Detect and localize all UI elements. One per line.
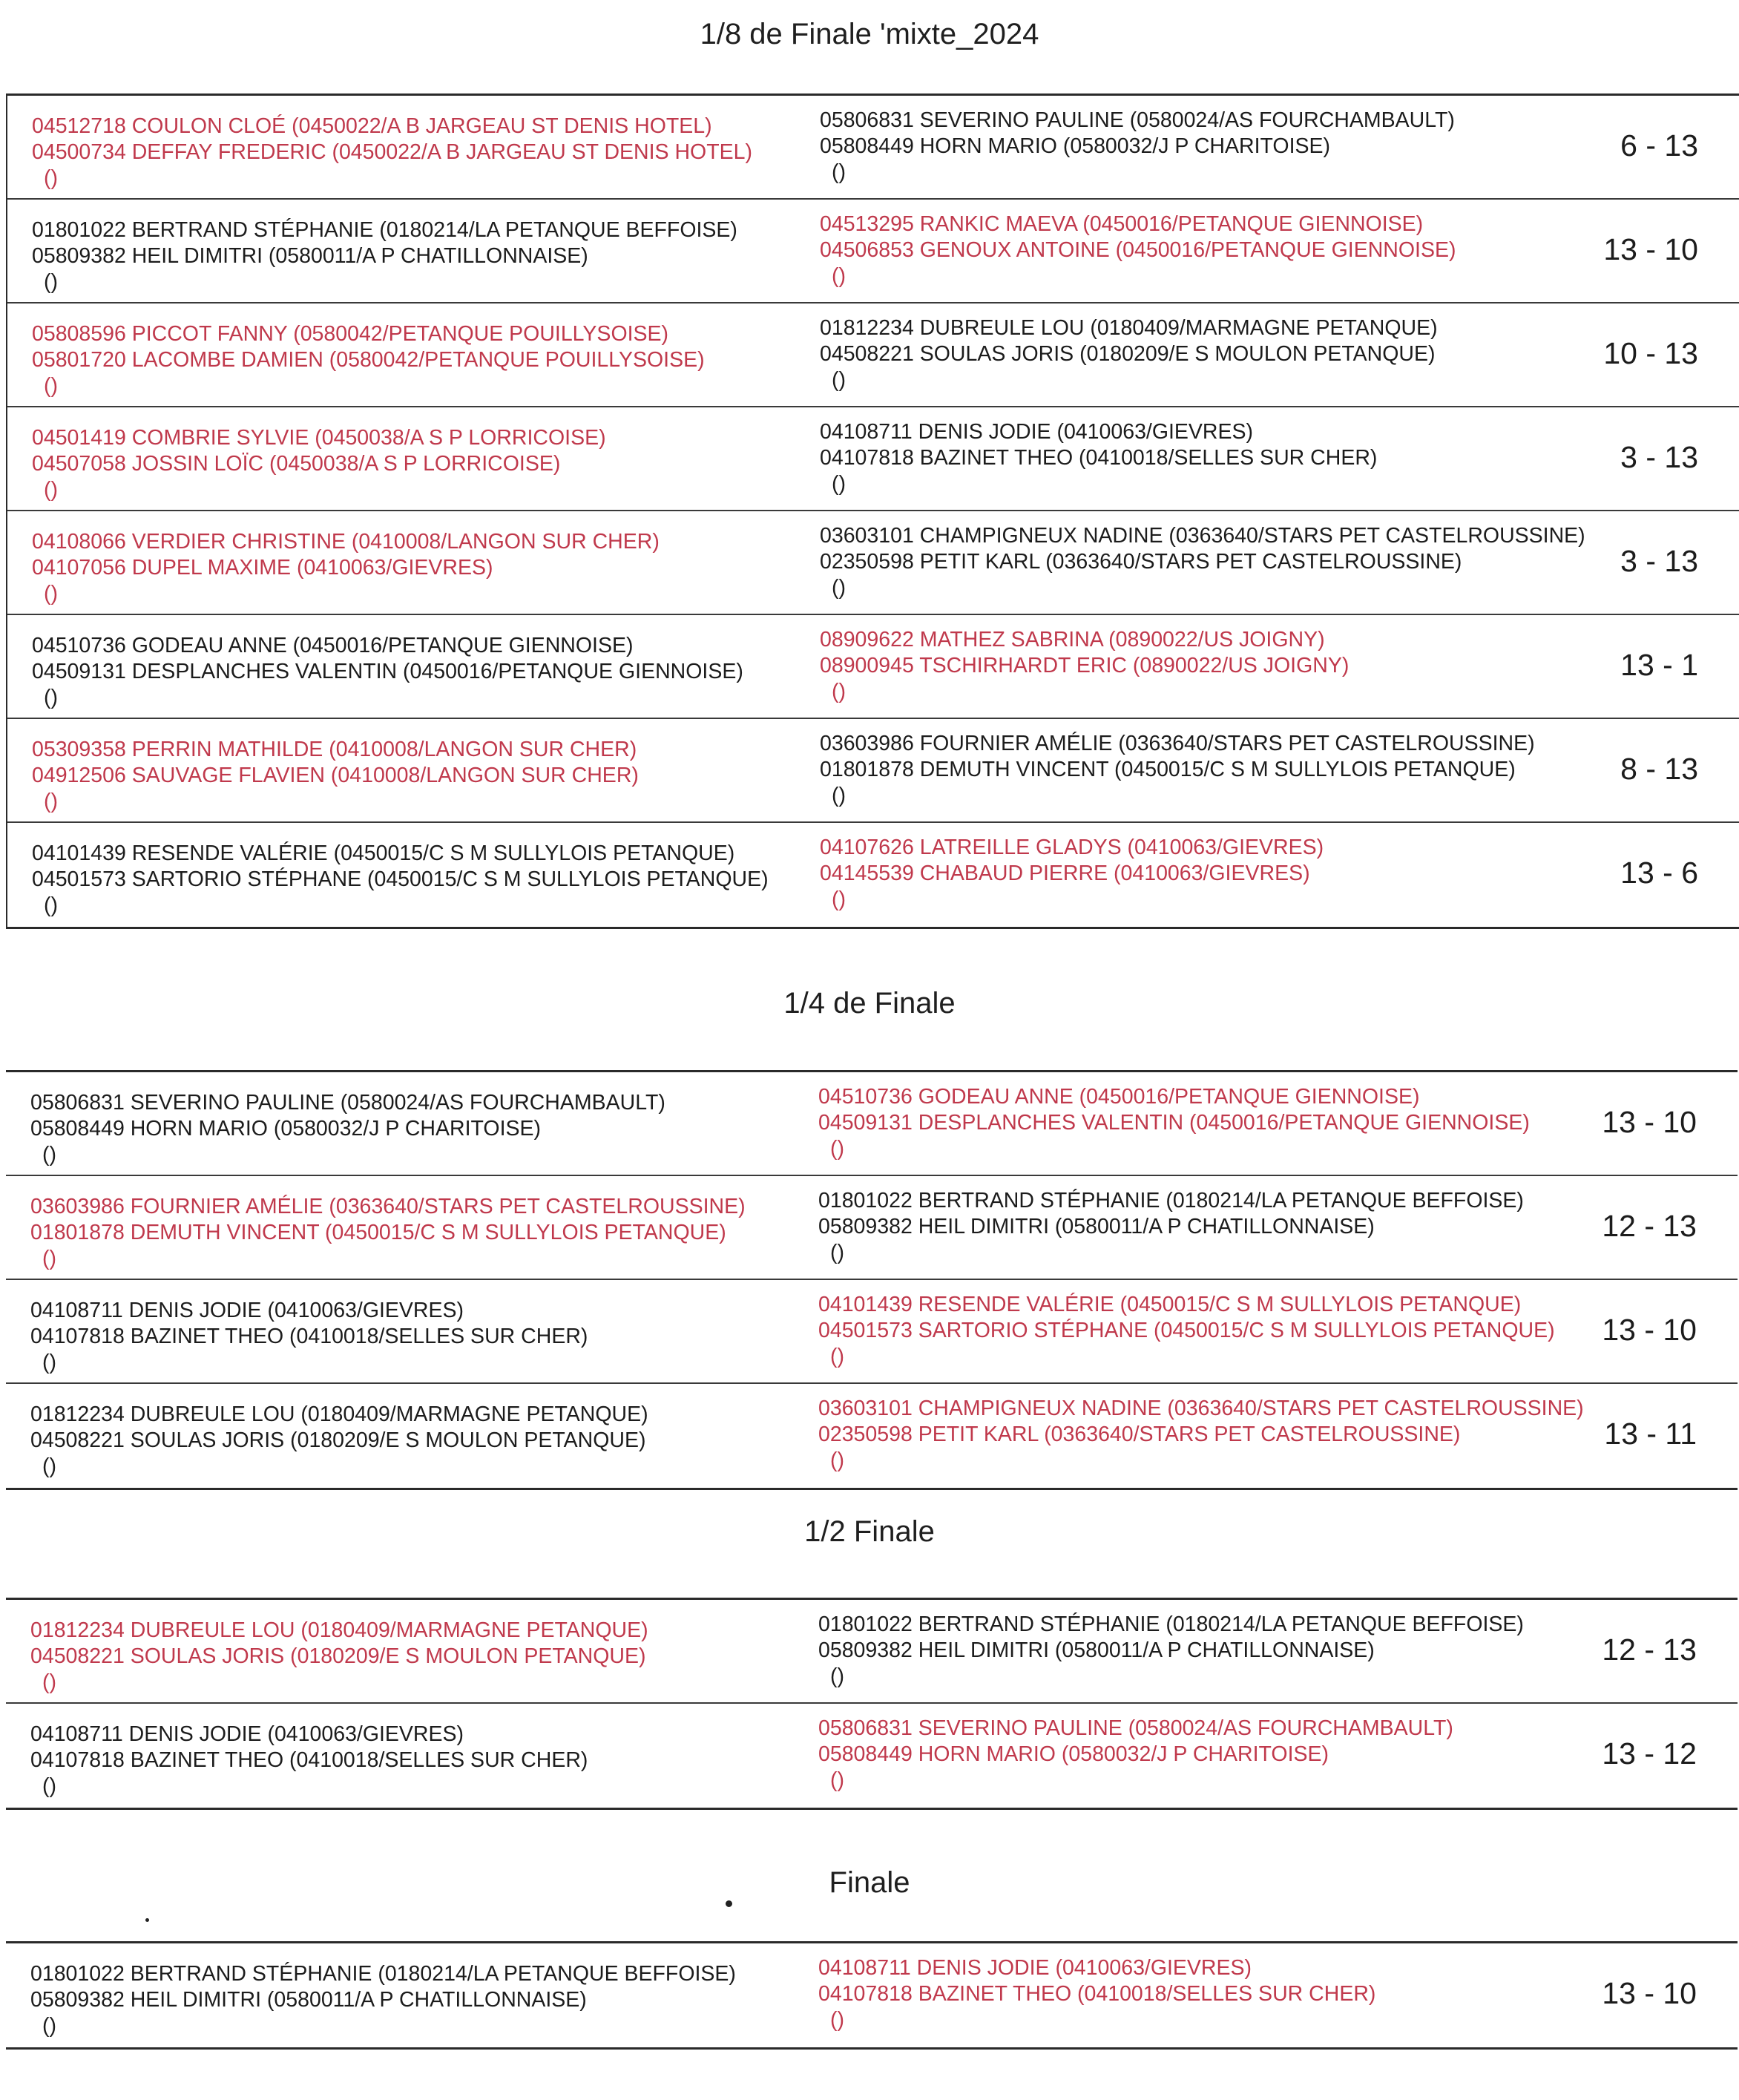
match-row [7,615,1739,719]
player-entry: 04108711 DENIS JODIE (0410063/GIEVRES) [818,1956,1252,1980]
player-entry: 05808449 HORN MARIO (0580032/J P CHARITOISE) [30,1117,541,1141]
player-entry: 04506853 GENOUX ANTOINE (0450016/PETANQUE GIENNOISE) [820,238,1456,262]
player-entry: 04107818 BAZINET THEO (0410018/SELLES SUR CHER) [818,1982,1376,2006]
player-entry: 05809382 HEIL DIMITRI (0580011/A P CHATILLONNAISE) [818,1638,1375,1662]
match-row [6,1280,1738,1384]
player-entry: 05808449 HORN MARIO (0580032/J P CHARITOISE) [818,1742,1329,1766]
round-title-1: 1/8 de Finale 'mixte_2024 [700,18,1039,50]
team-left [32,321,705,399]
player-entry: 04507058 JOSSIN LOÏC (0450038/A S P LORRICOISE) [32,452,561,476]
team-right [820,523,1585,601]
player-entry: 04108066 VERDIER CHRISTINE (0410008/LANGON SUR CHER) [32,530,660,554]
player-entry: 03603101 CHAMPIGNEUX NADINE (0363640/STARS PET CASTELROUSSINE) [818,1397,1584,1420]
player-entry: 08909622 MATHEZ SABRINA (0890022/US JOIGNY) [820,628,1325,652]
player-entry: 02350598 PETIT KARL (0363640/STARS PET CASTELROUSSINE) [818,1423,1461,1446]
player-entry: 04107818 BAZINET THEO (0410018/SELLES SUR CHER) [30,1748,588,1772]
team-right [818,1612,1524,1690]
team-note: () [832,264,846,288]
team-left [30,1298,588,1376]
match-row [7,719,1739,823]
team-left [32,217,737,295]
team-left [32,841,769,919]
team-left [30,1961,736,2039]
round-title-3: 1/2 Finale [804,1515,935,1548]
player-entry: 04508221 SOULAS JORIS (0180209/E S MOULON PETANQUE) [30,1428,646,1452]
round-4-table [6,1941,1738,2050]
player-entry: 03603986 FOURNIER AMÉLIE (0363640/STARS PET CASTELROUSSINE) [30,1195,746,1218]
player-entry: 04912506 SAUVAGE FLAVIEN (0410008/LANGON SUR CHER) [32,764,639,787]
match-row [7,407,1739,511]
match-score: 13 - 6 [1620,856,1698,890]
team-right [820,315,1438,393]
player-entry: 04513295 RANKIC MAEVA (0450016/PETANQUE GIENNOISE) [820,212,1424,236]
team-right [818,1955,1375,2033]
team-note: () [832,472,846,496]
team-note: () [832,160,846,184]
scan-speck [145,1918,149,1922]
player-entry: 04510736 GODEAU ANNE (0450016/PETANQUE GIENNOISE) [32,634,634,657]
team-note: () [44,790,58,813]
match-score: 12 - 13 [1602,1633,1697,1667]
match-score: 13 - 1 [1620,648,1698,682]
scan-speck [726,1900,732,1907]
player-entry: 05809382 HEIL DIMITRI (0580011/A P CHATILLONNAISE) [818,1215,1375,1238]
team-note: () [44,686,58,709]
match-score: 13 - 10 [1602,1105,1697,1139]
player-entry: 04107056 DUPEL MAXIME (0410063/GIEVRES) [32,556,493,580]
team-left [32,633,743,711]
match-row [7,823,1739,927]
player-entry: 08900945 TSCHIRHARDT ERIC (0890022/US JOIGNY) [820,654,1350,677]
match-row [6,1600,1738,1704]
team-right [818,1084,1530,1162]
player-entry: 05809382 HEIL DIMITRI (0580011/A P CHATILLONNAISE) [32,244,588,268]
team-note: () [44,582,58,606]
team-right [818,1292,1555,1370]
match-row [7,303,1739,407]
player-entry: 01801022 BERTRAND STÉPHANIE (0180214/LA PETANQUE BEFFOISE) [818,1189,1524,1213]
player-entry: 04108711 DENIS JODIE (0410063/GIEVRES) [30,1299,464,1322]
team-note: () [830,1768,844,1792]
team-left [32,114,752,191]
player-entry: 04101439 RESENDE VALÉRIE (0450015/C S M SULLYLOIS PETANQUE) [32,841,735,865]
team-right [818,1188,1524,1266]
match-row [6,1176,1738,1280]
team-note: () [44,893,58,917]
team-left [32,425,606,503]
team-right [818,1396,1584,1474]
match-score: 13 - 10 [1603,232,1698,266]
team-note: () [832,784,846,807]
player-entry: 01801878 DEMUTH VINCENT (0450015/C S M SULLYLOIS PETANQUE) [30,1221,726,1244]
round-title-2: 1/4 de Finale [783,987,956,1020]
player-entry: 04508221 SOULAS JORIS (0180209/E S MOULON PETANQUE) [820,342,1436,366]
team-note: () [44,478,58,502]
team-note: () [832,887,846,911]
player-entry: 05309358 PERRIN MATHILDE (0410008/LANGON SUR CHER) [32,738,637,761]
player-entry: 04510736 GODEAU ANNE (0450016/PETANQUE GIENNOISE) [818,1085,1420,1109]
player-entry: 03603101 CHAMPIGNEUX NADINE (0363640/STARS PET CASTELROUSSINE) [820,524,1585,548]
team-right [818,1716,1453,1794]
player-entry: 04500734 DEFFAY FREDERIC (0450022/A B JARGEAU ST DENIS HOTEL) [32,140,752,164]
team-note: () [42,2014,56,2038]
team-right [820,211,1456,289]
player-entry: 01801022 BERTRAND STÉPHANIE (0180214/LA PETANQUE BEFFOISE) [30,1962,736,1986]
player-entry: 04501573 SARTORIO STÉPHANE (0450015/C S M SULLYLOIS PETANQUE) [818,1319,1555,1342]
player-entry: 01801022 BERTRAND STÉPHANIE (0180214/LA PETANQUE BEFFOISE) [32,218,737,242]
team-note: () [42,1670,56,1694]
player-entry: 04108711 DENIS JODIE (0410063/GIEVRES) [30,1722,464,1746]
player-entry: 05808596 PICCOT FANNY (0580042/PETANQUE POUILLYSOISE) [32,322,669,346]
team-note: () [44,270,58,294]
player-entry: 04145539 CHABAUD PIERRE (0410063/GIEVRES) [820,862,1310,885]
player-entry: 05806831 SEVERINO PAULINE (0580024/AS FOURCHAMBAULT) [820,108,1455,132]
team-note: () [830,1664,844,1688]
match-score: 13 - 12 [1602,1736,1697,1771]
match-score: 6 - 13 [1620,128,1698,163]
player-entry: 03603986 FOURNIER AMÉLIE (0363640/STARS PET CASTELROUSSINE) [820,732,1535,755]
player-entry: 05806831 SEVERINO PAULINE (0580024/AS FOURCHAMBAULT) [30,1091,665,1115]
team-note: () [42,1143,56,1167]
match-row [6,1384,1738,1488]
team-note: () [832,368,846,392]
team-right [820,627,1349,705]
player-entry: 04501573 SARTORIO STÉPHANE (0450015/C S M SULLYLOIS PETANQUE) [32,867,769,891]
player-entry: 04508221 SOULAS JORIS (0180209/E S MOULON PETANQUE) [30,1644,646,1668]
team-left [32,529,660,607]
team-note: () [832,576,846,600]
match-row [7,200,1739,303]
team-left [30,1618,648,1696]
match-score: 10 - 13 [1603,336,1698,370]
match-row [6,1704,1738,1808]
player-entry: 04509131 DESPLANCHES VALENTIN (0450016/PETANQUE GIENNOISE) [818,1111,1530,1135]
match-row [6,1072,1738,1176]
team-note: () [830,1345,844,1368]
team-left [30,1090,665,1168]
team-note: () [830,1448,844,1472]
team-right [820,835,1324,913]
round-2-table [6,1070,1738,1490]
team-left [32,737,639,815]
match-score: 12 - 13 [1602,1209,1697,1243]
match-row [6,1943,1738,2047]
team-right [820,731,1535,809]
match-score: 13 - 11 [1604,1417,1697,1451]
match-score: 3 - 13 [1620,544,1698,578]
team-note: () [42,1774,56,1798]
team-note: () [44,166,58,190]
team-left [30,1722,588,1799]
round-1-table [6,93,1739,929]
player-entry: 04107818 BAZINET THEO (0410018/SELLES SUR CHER) [820,446,1378,470]
player-entry: 05808449 HORN MARIO (0580032/J P CHARITOISE) [820,134,1330,158]
player-entry: 05809382 HEIL DIMITRI (0580011/A P CHATILLONNAISE) [30,1988,587,2012]
team-left [30,1402,648,1480]
player-entry: 04512718 COULON CLOÉ (0450022/A B JARGEAU ST DENIS HOTEL) [32,114,712,138]
match-row [7,96,1739,200]
team-note: () [42,1454,56,1478]
team-left [30,1194,746,1272]
player-entry: 01812234 DUBREULE LOU (0180409/MARMAGNE PETANQUE) [30,1618,648,1642]
team-note: () [42,1351,56,1374]
match-score: 3 - 13 [1620,440,1698,474]
player-entry: 01801878 DEMUTH VINCENT (0450015/C S M SULLYLOIS PETANQUE) [820,758,1516,781]
player-entry: 04509131 DESPLANCHES VALENTIN (0450016/PETANQUE GIENNOISE) [32,660,743,683]
team-note: () [830,2008,844,2032]
round-title-4: Finale [829,1866,910,1899]
player-entry: 04108711 DENIS JODIE (0410063/GIEVRES) [820,420,1254,444]
player-entry: 04107818 BAZINET THEO (0410018/SELLES SUR CHER) [30,1325,588,1348]
match-score: 13 - 10 [1602,1976,1697,2010]
player-entry: 02350598 PETIT KARL (0363640/STARS PET CASTELROUSSINE) [820,550,1462,574]
player-entry: 05806831 SEVERINO PAULINE (0580024/AS FOURCHAMBAULT) [818,1716,1453,1740]
match-row [7,511,1739,615]
player-entry: 01812234 DUBREULE LOU (0180409/MARMAGNE PETANQUE) [30,1402,648,1426]
team-note: () [830,1241,844,1264]
team-note: () [832,680,846,703]
team-right [820,419,1377,497]
player-entry: 04107626 LATREILLE GLADYS (0410063/GIEVRES) [820,836,1324,859]
team-note: () [42,1247,56,1270]
match-score: 13 - 10 [1602,1313,1697,1347]
team-note: () [830,1137,844,1161]
match-score: 8 - 13 [1620,752,1698,786]
round-3-table [6,1598,1738,1810]
player-entry: 01801022 BERTRAND STÉPHANIE (0180214/LA PETANQUE BEFFOISE) [818,1612,1524,1636]
team-right [820,108,1455,186]
player-entry: 01812234 DUBREULE LOU (0180409/MARMAGNE PETANQUE) [820,316,1438,340]
player-entry: 04101439 RESENDE VALÉRIE (0450015/C S M SULLYLOIS PETANQUE) [818,1293,1522,1316]
player-entry: 05801720 LACOMBE DAMIEN (0580042/PETANQUE POUILLYSOISE) [32,348,705,372]
player-entry: 04501419 COMBRIE SYLVIE (0450038/A S P LORRICOISE) [32,426,606,450]
team-note: () [44,374,58,398]
